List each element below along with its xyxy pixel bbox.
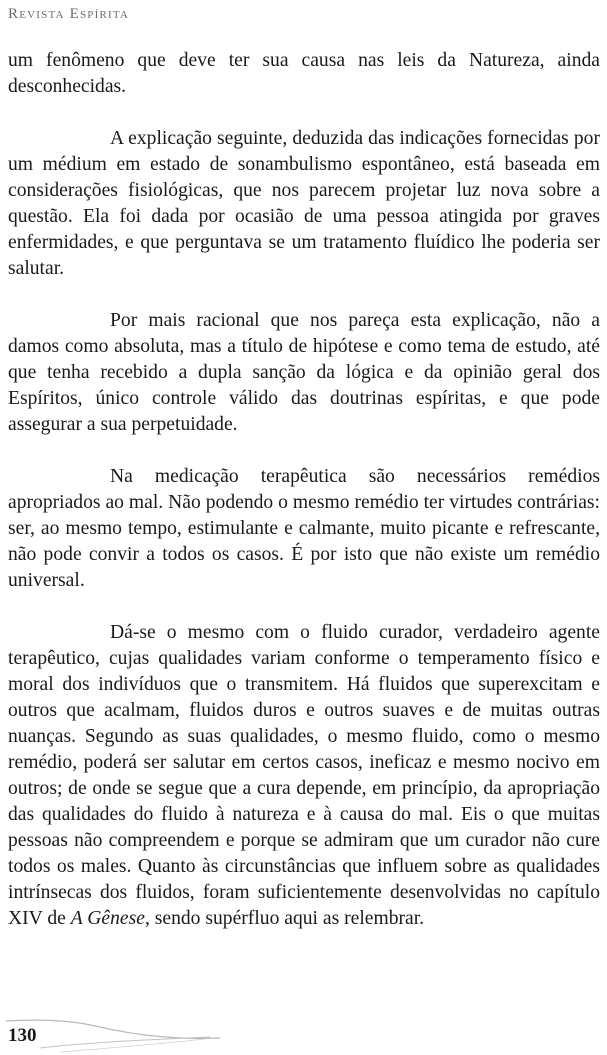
page-footer bbox=[0, 1018, 607, 1055]
paragraph-1: um fenômeno que deve ter sua causa nas leis da Natureza, ainda desconhecidas. bbox=[8, 50, 600, 97]
running-header: Revista Espírita bbox=[8, 6, 130, 22]
swoosh-ornament-icon bbox=[0, 1018, 607, 1055]
book-title-reference: A Gênese bbox=[70, 908, 145, 929]
paragraph-2: A explicação seguinte, deduzida das indicações fornecidas por um médium em estado de sonambulismo espontâneo, está baseada em considerações fisiológicas, que nos parecem projetar luz nova sobre a questão. Ela foi dada por ocasião de uma pessoa atingida por graves enfermidades, e que perguntava se um tratamento fluídico lhe poderia ser salutar. bbox=[8, 128, 600, 279]
paragraph-4: Na medicação terapêutica são necessários remédios apropriados ao mal. Não podendo o mesmo remédio ter virtudes contrárias: ser, ao mesmo tempo, estimulante e calmante, muito picante e refrescante, não pode convir a todos os casos. É por isto que não existe um remédio universal. bbox=[8, 466, 600, 591]
paragraph-5-text-before: Dá-se o mesmo com o fluido curador, verdadeiro agente terapêutico, cujas qualidades variam conforme o temperamento físico e moral dos indivíduos que o transmitem. Há fluidos que superexcitam e outros que acalmam, fluidos duros e outros suaves e de muitas outras nuanças. Segundo as suas qualidades, o mesmo fluido, como o mesmo remédio, poderá ser salutar em certos casos, ineficaz e mesmo nocivo em outros; de onde se segue que a cura depende, em princípio, da apropriação das qualidades do fluido à natureza e à causa do mal. Eis o que muitas pessoas não compreendem e porque se admiram que um curador não cure todos os males. Quanto às circunstâncias que influem sobre as qualidades intrínsecas dos fluidos, foram suficientemente desenvolvidas no capítulo XIV de bbox=[8, 622, 600, 929]
page-number: 130 bbox=[8, 1025, 37, 1046]
paragraph-5-text-after: , sendo supérfluo aqui as relembrar. bbox=[144, 908, 425, 929]
paragraph-5 bbox=[8, 620, 600, 932]
paragraph-3: Por mais racional que nos pareça esta explicação, não a damos como absoluta, mas a título de hipótese e como tema de estudo, até que tenha recebido a dupla sanção da lógica e da opinião geral dos Espíritos, único controle válido das doutrinas espíritas, e que pode assegurar a sua perpetuidade. bbox=[8, 310, 600, 435]
page-body bbox=[8, 48, 600, 932]
